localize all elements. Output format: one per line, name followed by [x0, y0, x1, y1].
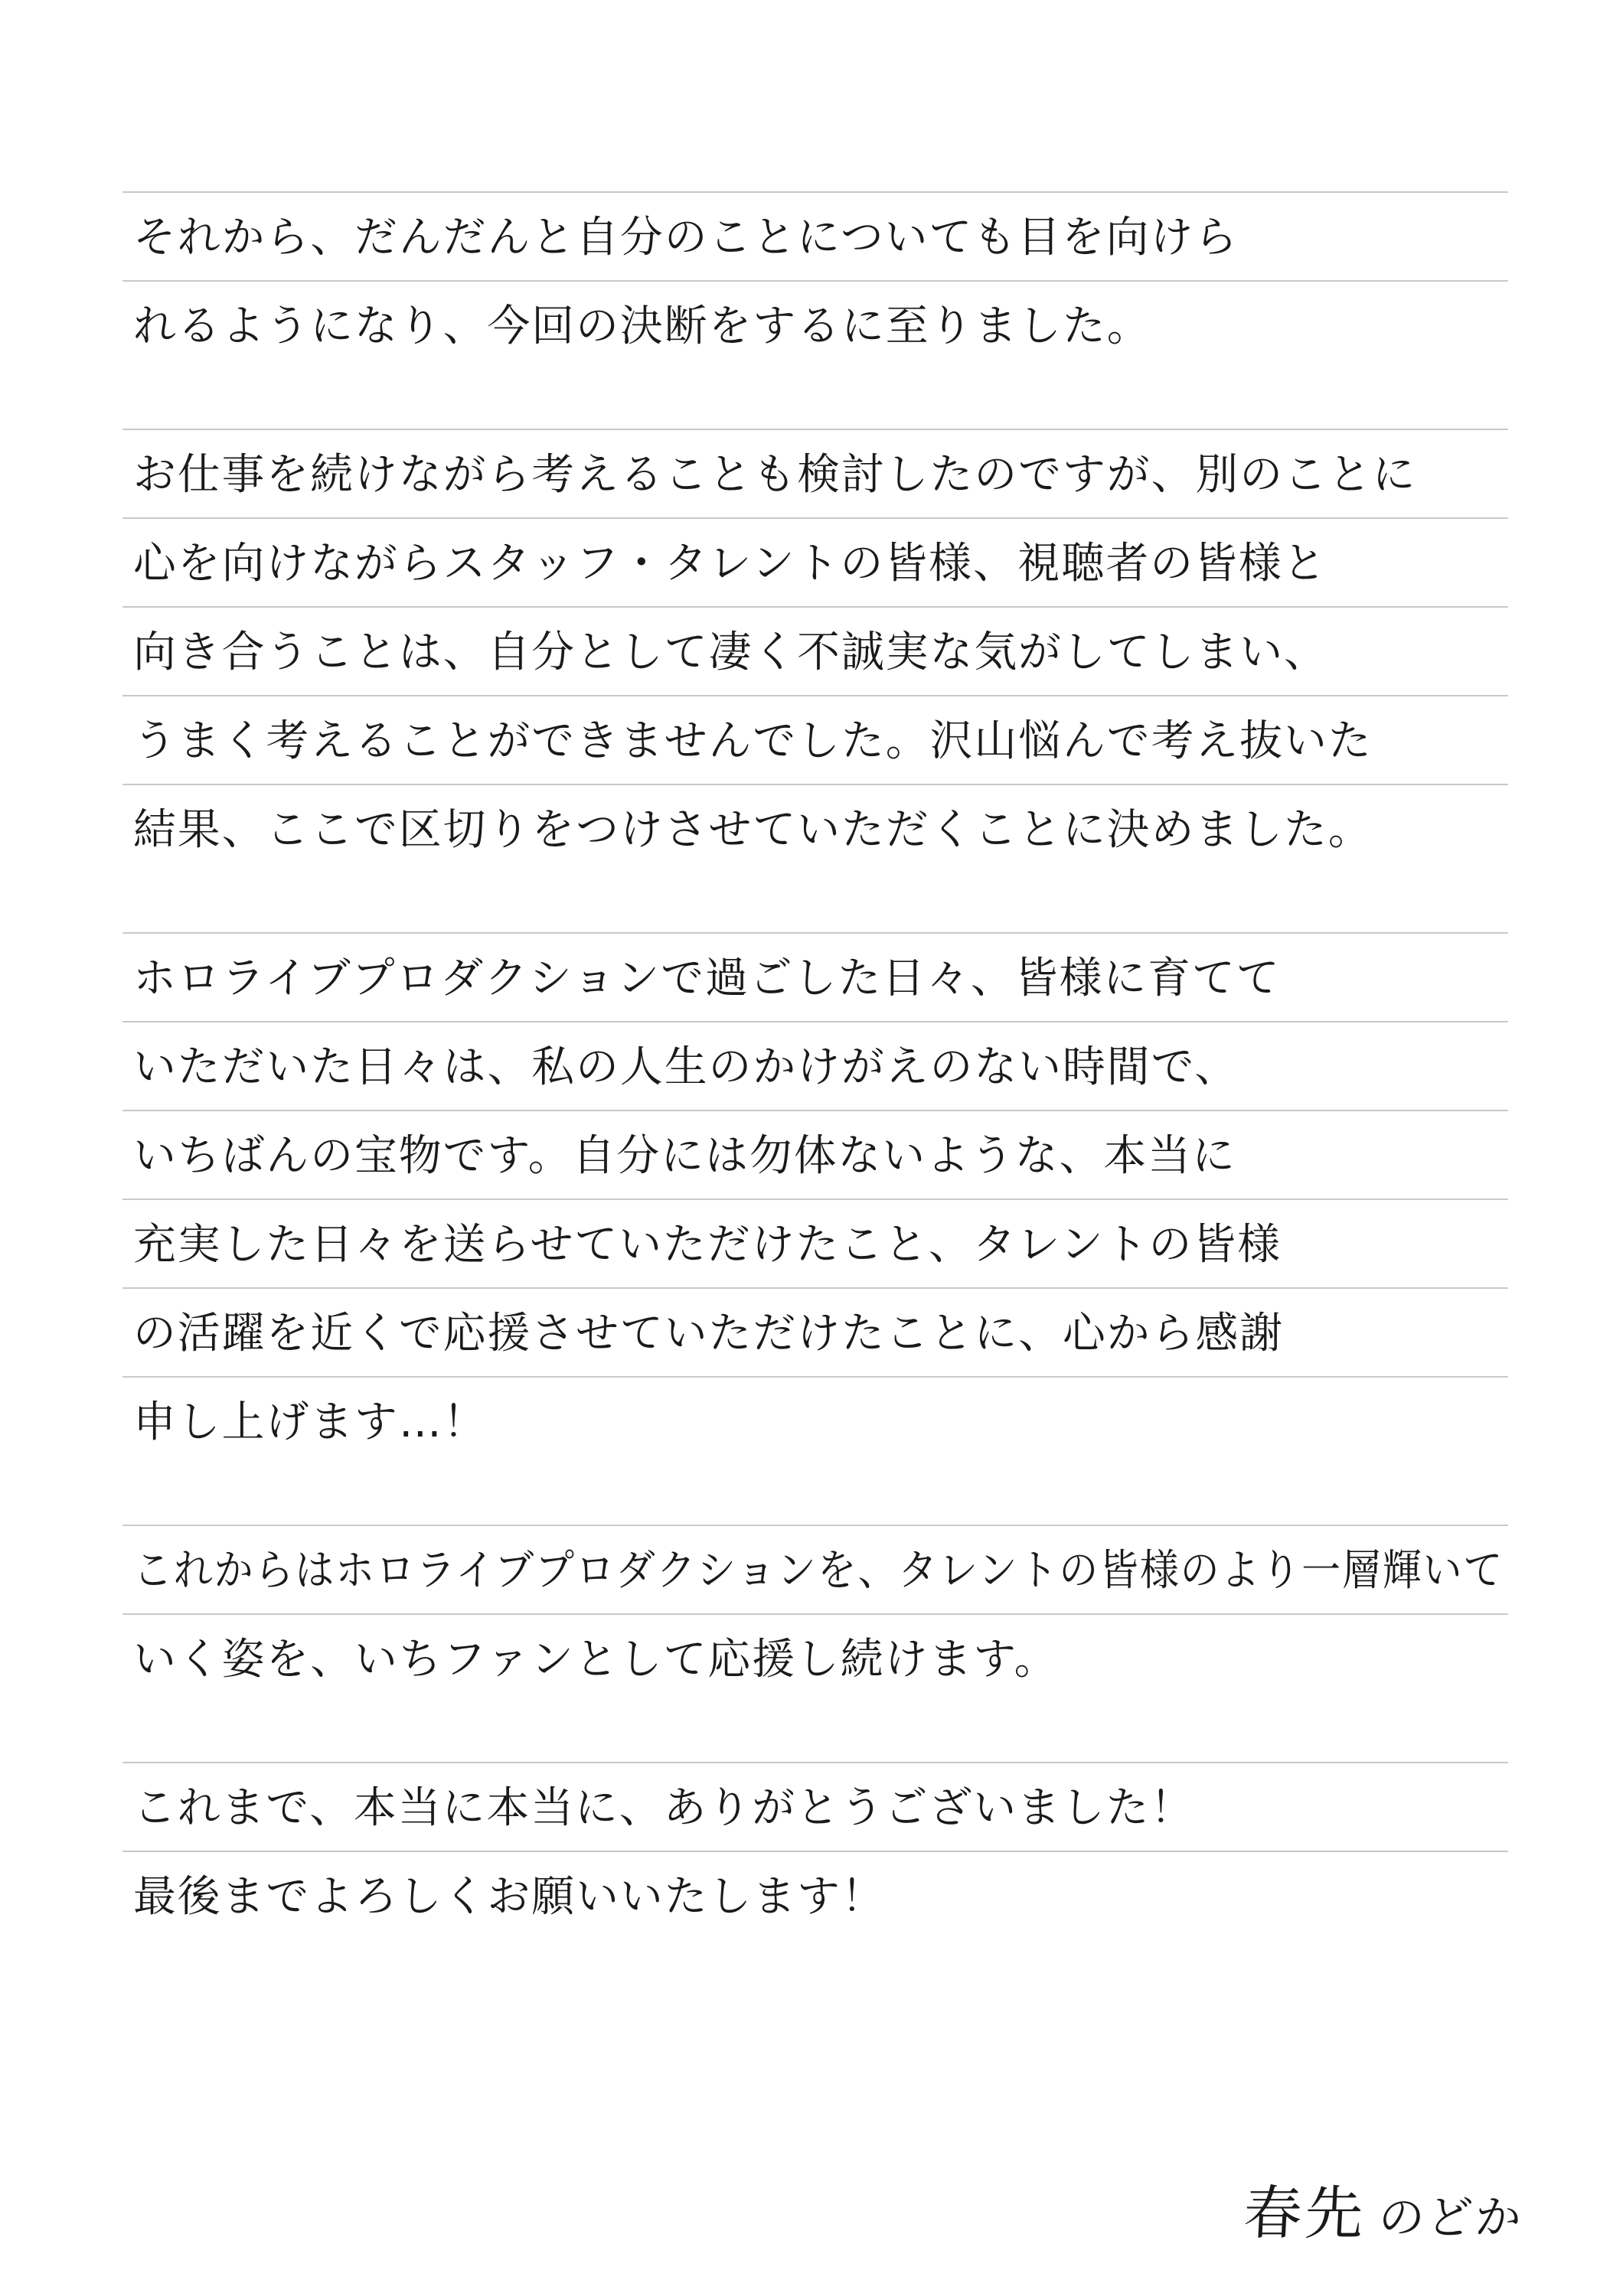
letter-line-text: いただいた日々は、私の人生のかけがえのない時間で、 — [133, 1042, 1239, 1092]
letter-line — [122, 784, 1508, 872]
letter-line — [122, 1851, 1508, 1939]
letter-line — [122, 191, 1508, 280]
paragraph-2 — [122, 429, 1508, 872]
letter-line — [122, 429, 1508, 517]
letter-line-text: うまく考えることができませんでした。沢山悩んで考え抜いた — [133, 716, 1373, 766]
letter-line-text: お仕事を続けながら考えることも検討したのですが、別のことに — [133, 450, 1417, 500]
letter-line-text: いちばんの宝物です。自分には勿体ないような、本当に — [133, 1131, 1236, 1181]
paragraph-3 — [122, 932, 1508, 1465]
letter-line — [122, 1762, 1508, 1851]
letter-line — [122, 1287, 1508, 1376]
letter-line — [122, 517, 1508, 606]
letter-line — [122, 695, 1508, 784]
letter-line — [122, 280, 1508, 369]
letter-line — [122, 1376, 1508, 1465]
letter-line-text: 最後までよろしくお願いいたします！ — [133, 1872, 886, 1922]
paragraph-5 — [122, 1762, 1508, 1939]
letter-line-text: 結果、ここで区切りをつけさせていただくことに決めました。 — [133, 805, 1373, 855]
letter-line-text: これまで、本当に本当に、ありがとうございました！ — [133, 1783, 1195, 1833]
letter-line-text: れるようになり、今回の決断をするに至りました。 — [133, 302, 1151, 351]
signature-given-name: のどか — [1376, 2191, 1525, 2245]
letter-line-text: 向き合うことは、自分として凄く不誠実な気がしてしまい、 — [133, 628, 1328, 677]
letter-line-text: 申し上げます…！ — [133, 1397, 488, 1447]
letter-line — [122, 1525, 1508, 1613]
letter-line — [122, 1110, 1508, 1199]
letter-line-text: それから、だんだんと自分のことについても目を向けら — [133, 213, 1239, 263]
letter-line — [122, 1613, 1508, 1702]
signature — [1244, 2167, 1523, 2250]
letter-body — [122, 191, 1508, 1999]
letter-line-text: の活躍を近くで応援させていただけたことに、心から感謝 — [133, 1309, 1285, 1358]
paragraph-1 — [122, 191, 1508, 369]
paragraph-4 — [122, 1525, 1508, 1702]
letter-line-text: これからはホロライブプロダクションを、タレントの皆様のより一層輝いて — [133, 1546, 1504, 1596]
letter-line — [122, 1199, 1508, 1287]
letter-line-text: ホロライブプロダクションで過ごした日々、皆様に育てて — [133, 954, 1281, 1003]
letter-line-text: いく姿を、いちファンとして応援し続けます。 — [133, 1635, 1059, 1684]
letter-line — [122, 1021, 1508, 1110]
signature-family-name: 春先 — [1242, 2179, 1369, 2247]
letter-line — [122, 932, 1508, 1021]
letter-line-text: 充実した日々を送らせていただけたこと、タレントの皆様 — [133, 1220, 1282, 1270]
letter-line-text: 心を向けながらスタッフ・タレントの皆様、視聴者の皆様と — [133, 539, 1327, 589]
letter-line — [122, 606, 1508, 695]
